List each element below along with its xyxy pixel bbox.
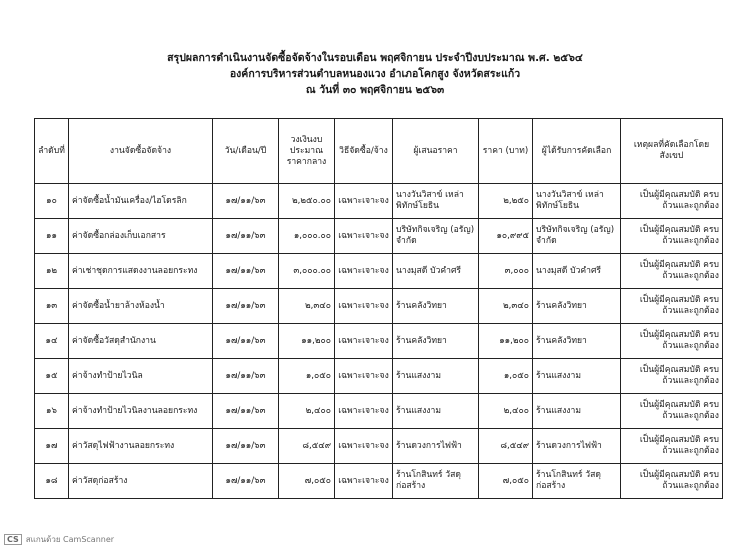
row-budget: ๗,๐๕๐ [279, 464, 335, 499]
row-item: ค่าจ้างทำป้ายไวนิลงานลอยกระทง [69, 394, 213, 429]
row-reason: เป็นผู้มีคุณสมบัติ ครบถ้วนและถูกต้อง [621, 184, 723, 219]
col-header-date: วัน/เดือน/ปี [213, 119, 279, 184]
row-no: ๑๖ [35, 394, 69, 429]
row-no: ๑๓ [35, 289, 69, 324]
row-method: เฉพาะเจาะจง [335, 184, 393, 219]
table-row [35, 254, 723, 289]
row-reason: เป็นผู้มีคุณสมบัติ ครบถ้วนและถูกต้อง [621, 254, 723, 289]
row-item: ค่าจัดซื้อวัสดุสำนักงาน [69, 324, 213, 359]
table-header-row [35, 119, 723, 184]
row-bidder: บริษัทกิจเจริญ (อรัญ) จำกัด [393, 219, 479, 254]
table-row [35, 324, 723, 359]
row-no: ๑๑ [35, 219, 69, 254]
col-header-bidder: ผู้เสนอราคา [393, 119, 479, 184]
row-bidder: ร้านโกสินทร์ วัสดุก่อสร้าง [393, 464, 479, 499]
col-header-reason: เหตุผลที่คัดเลือกโดยสังเขป [621, 119, 723, 184]
row-date: ๑๗/๑๑/๖๓ [213, 289, 279, 324]
row-date: ๑๗/๑๑/๖๓ [213, 429, 279, 464]
row-reason: เป็นผู้มีคุณสมบัติ ครบถ้วนและถูกต้อง [621, 324, 723, 359]
row-date: ๑๗/๑๑/๖๓ [213, 184, 279, 219]
row-winner: นางวันวิสาข์ เหล่าพิทักษ์โยธิน [533, 184, 621, 219]
row-method: เฉพาะเจาะจง [335, 254, 393, 289]
table-row [35, 184, 723, 219]
row-winner: นางมุสดี บัวคำศรี [533, 254, 621, 289]
row-winner: ร้านแสงงาม [533, 394, 621, 429]
row-no: ๑๗ [35, 429, 69, 464]
row-bidder: ร้านคลังวิทยา [393, 324, 479, 359]
row-method: เฉพาะเจาะจง [335, 394, 393, 429]
row-reason: เป็นผู้มีคุณสมบัติ ครบถ้วนและถูกต้อง [621, 289, 723, 324]
row-budget: ๓,๐๐๐.๐๐ [279, 254, 335, 289]
scanner-watermark-text: สแกนด้วย CamScanner [25, 535, 115, 544]
row-item: ค่าจัดซื้อกล่องเก็บเอกสาร [69, 219, 213, 254]
row-budget: ๒,๔๐๐ [279, 394, 335, 429]
row-no: ๑๕ [35, 359, 69, 394]
table-row [35, 359, 723, 394]
row-no: ๑๐ [35, 184, 69, 219]
row-item: ค่าจัดซื้อน้ำยาล้างห้องน้ำ [69, 289, 213, 324]
table-row [35, 219, 723, 254]
row-budget: ๑,๐๐๐.๐๐ [279, 219, 335, 254]
row-price: ๒,๒๕๐ [479, 184, 533, 219]
row-item: ค่าวัสดุก่อสร้าง [69, 464, 213, 499]
col-header-item: งานจัดซื้อจัดจ้าง [69, 119, 213, 184]
row-bidder: ร้านดวงการไฟฟ้า [393, 429, 479, 464]
row-reason: เป็นผู้มีคุณสมบัติ ครบถ้วนและถูกต้อง [621, 359, 723, 394]
row-bidder: ร้านแสงงาม [393, 359, 479, 394]
row-price: ๓,๐๐๐ [479, 254, 533, 289]
row-method: เฉพาะเจาะจง [335, 289, 393, 324]
table-row [35, 429, 723, 464]
row-price: ๑,๐๕๐ [479, 359, 533, 394]
row-budget: ๑,๐๕๐ [279, 359, 335, 394]
col-header-price: ราคา (บาท) [479, 119, 533, 184]
table-row [35, 289, 723, 324]
row-no: ๑๔ [35, 324, 69, 359]
row-method: เฉพาะเจาะจง [335, 359, 393, 394]
row-winner: ร้านโกสินทร์ วัสดุก่อสร้าง [533, 464, 621, 499]
row-date: ๑๗/๑๑/๖๓ [213, 359, 279, 394]
row-budget: ๒,๒๕๐.๐๐ [279, 184, 335, 219]
row-winner: ร้านคลังวิทยา [533, 289, 621, 324]
row-price: ๒,๓๔๐ [479, 289, 533, 324]
row-method: เฉพาะเจาะจง [335, 464, 393, 499]
scanner-watermark [4, 533, 114, 546]
row-reason: เป็นผู้มีคุณสมบัติ ครบถ้วนและถูกต้อง [621, 219, 723, 254]
row-winner: ร้านแสงงาม [533, 359, 621, 394]
row-winner: ร้านดวงการไฟฟ้า [533, 429, 621, 464]
row-item: ค่าจ้างทำป้ายไวนิล [69, 359, 213, 394]
row-method: เฉพาะเจาะจง [335, 324, 393, 359]
row-winner: ร้านคลังวิทยา [533, 324, 621, 359]
row-budget: ๘,๕๔๙ [279, 429, 335, 464]
row-date: ๑๗/๑๑/๖๓ [213, 464, 279, 499]
row-price: ๒,๔๐๐ [479, 394, 533, 429]
row-date: ๑๗/๑๑/๖๓ [213, 324, 279, 359]
row-price: ๗,๐๕๐ [479, 464, 533, 499]
row-item: ค่าวัสดุไฟฟ้างานลอยกระทง [69, 429, 213, 464]
col-header-winner: ผู้ได้รับการคัดเลือก [533, 119, 621, 184]
organization-name: องค์การบริหารส่วนตำบลหนองแวง อำเภอโคกสูง จังหวัดสระแก้ว [229, 68, 521, 80]
col-header-method: วิธีจัดซื้อ/จ้าง [335, 119, 393, 184]
row-bidder: นางวันวิสาข์ เหล่าพิทักษ์โยธิน [393, 184, 479, 219]
row-price: ๑๑,๒๐๐ [479, 324, 533, 359]
row-no: ๑๒ [35, 254, 69, 289]
row-bidder: ร้านคลังวิทยา [393, 289, 479, 324]
col-header-no: ลำดับที่ [35, 119, 69, 184]
row-date: ๑๗/๑๑/๖๓ [213, 394, 279, 429]
row-method: เฉพาะเจาะจง [335, 429, 393, 464]
row-budget: ๑๑,๒๐๐ [279, 324, 335, 359]
camscanner-logo: CS [4, 534, 22, 545]
row-price: ๘,๕๔๙ [479, 429, 533, 464]
row-price: ๑๐,๙๙๕ [479, 219, 533, 254]
document-titles [0, 50, 750, 98]
row-item: ค่าเช่าชุดการแสดงงานลอยกระทง [69, 254, 213, 289]
row-reason: เป็นผู้มีคุณสมบัติ ครบถ้วนและถูกต้อง [621, 464, 723, 499]
row-date: ๑๗/๑๑/๖๓ [213, 254, 279, 289]
row-bidder: นางมุสดี บัวคำศรี [393, 254, 479, 289]
document-title: สรุปผลการดำเนินงานจัดซื้อจัดจ้างในรอบเดือน พฤศจิกายน ประจำปีงบประมาณ พ.ศ. ๒๕๖๔ [167, 52, 583, 64]
row-method: เฉพาะเจาะจง [335, 219, 393, 254]
row-no: ๑๘ [35, 464, 69, 499]
table-row [35, 464, 723, 499]
col-header-budget: วงเงินงบประมาณ ราคากลาง [279, 119, 335, 184]
row-date: ๑๗/๑๑/๖๓ [213, 219, 279, 254]
procurement-table [34, 118, 723, 499]
row-winner: บริษัทกิจเจริญ (อรัญ) จำกัด [533, 219, 621, 254]
row-budget: ๒,๓๔๐ [279, 289, 335, 324]
table-row [35, 394, 723, 429]
report-date: ณ วันที่ ๓๐ พฤศจิกายน ๒๕๖๓ [305, 84, 445, 96]
row-reason: เป็นผู้มีคุณสมบัติ ครบถ้วนและถูกต้อง [621, 394, 723, 429]
row-reason: เป็นผู้มีคุณสมบัติ ครบถ้วนและถูกต้อง [621, 429, 723, 464]
row-item: ค่าจัดซื้อน้ำมันเครื่อง/ไฮโดรลิก [69, 184, 213, 219]
row-bidder: ร้านแสงงาม [393, 394, 479, 429]
